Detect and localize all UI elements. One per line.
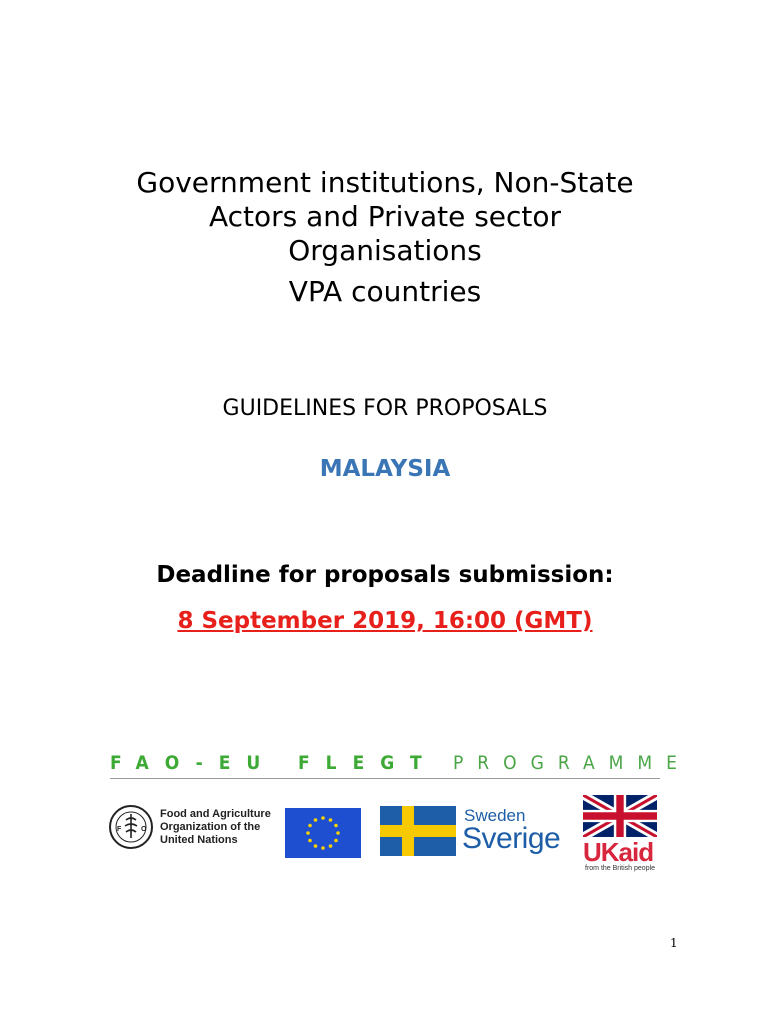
- fao-emblem-icon: [108, 804, 154, 850]
- ukaid-tagline: from the British people: [585, 865, 656, 872]
- page-number: 1: [670, 936, 678, 950]
- svg-text:F: F: [117, 826, 122, 833]
- eu-star-icon: [314, 844, 318, 848]
- fao-logo: [108, 804, 278, 852]
- eu-star-icon: [329, 818, 333, 822]
- eu-star-icon: [308, 824, 312, 828]
- title-line-3: Organisations: [288, 234, 482, 267]
- eu-flag-icon: [285, 808, 361, 858]
- eu-flag-logo: [285, 808, 361, 858]
- programme-divider: [110, 778, 660, 779]
- title-line-4: VPA countries: [288, 275, 482, 308]
- union-jack-icon: [583, 795, 657, 837]
- deadline-label: Deadline for proposals submission:: [156, 562, 614, 588]
- programme-word-flegt: FLEGT: [298, 752, 438, 774]
- eu-star-icon: [329, 844, 333, 848]
- sweden-label: Sweden: [464, 806, 526, 825]
- ukaid-wordmark: UKaid: [583, 837, 654, 867]
- fao-name: [160, 808, 271, 847]
- eu-star-icon: [334, 824, 338, 828]
- title-line-1: Government institutions, Non-State: [136, 166, 634, 199]
- sweden-logo: [380, 806, 570, 858]
- document-title: [0, 166, 770, 309]
- programme-word-programme: PROGRAMME: [453, 752, 691, 774]
- programme-banner: [110, 752, 691, 780]
- guidelines-heading: GUIDELINES FOR PROPOSALS: [222, 396, 548, 421]
- svg-text:O: O: [141, 826, 147, 833]
- fao-name-line-1: Food and Agriculture: [160, 808, 271, 820]
- country-heading: MALAYSIA: [319, 456, 451, 482]
- eu-star-icon: [306, 831, 310, 835]
- title-line-2: Actors and Private sector: [208, 200, 562, 233]
- deadline-date: 8 September 2019, 16:00 (GMT): [177, 608, 593, 634]
- sverige-label: Sverige: [462, 822, 561, 855]
- eu-star-icon: [334, 839, 338, 843]
- eu-star-icon: [308, 839, 312, 843]
- fao-name-line-3: United Nations: [160, 834, 238, 846]
- eu-star-icon: [321, 846, 325, 850]
- programme-word-fao-eu: FAO-EU: [110, 752, 277, 774]
- fao-name-line-2: Organization of the: [160, 821, 261, 833]
- eu-star-icon: [321, 816, 325, 820]
- eu-star-icon: [336, 831, 340, 835]
- sweden-flag-icon: [380, 806, 456, 856]
- ukaid-logo: [583, 795, 659, 875]
- eu-star-icon: [314, 818, 318, 822]
